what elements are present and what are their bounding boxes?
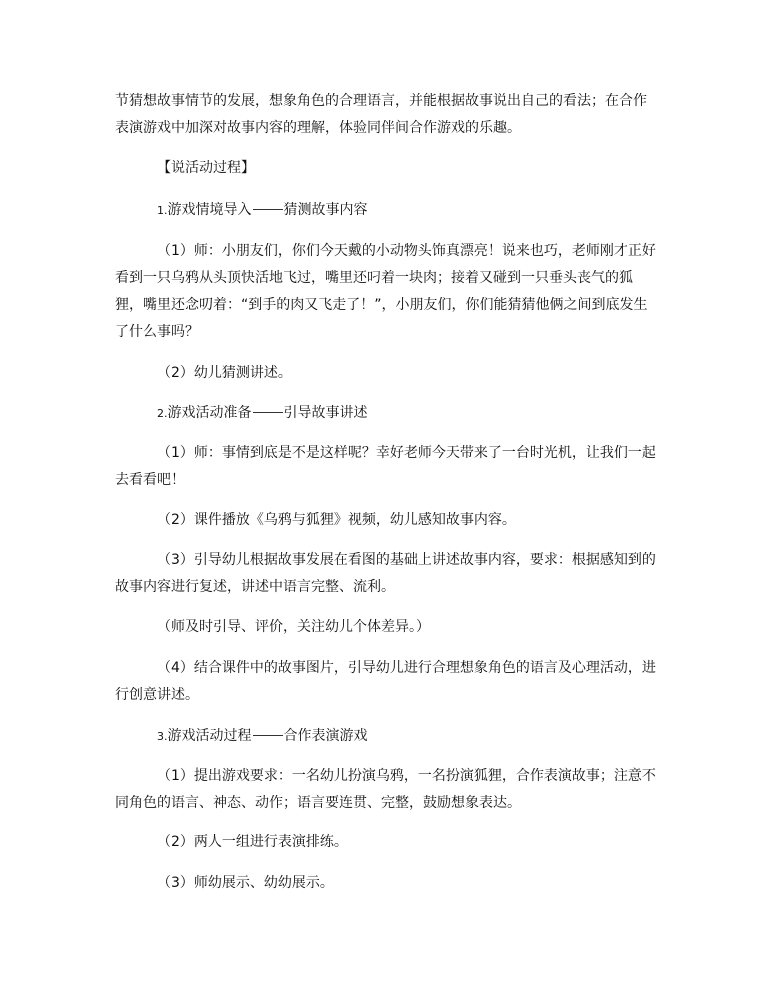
step-heading	[115, 197, 660, 224]
step-subtitle: 合作表演游戏	[283, 728, 368, 744]
step-heading	[115, 723, 660, 750]
step-item: （3）引导幼儿根据故事发展在看图的基础上讲述故事内容，要求：根据感知到的故事内容进行复述，讲述中语言完整、流利。	[115, 552, 656, 595]
step-title: 游戏情境导入	[167, 202, 252, 218]
dash-separator	[253, 412, 283, 413]
step-item: （1）师：小朋友们，你们今天戴的小动物头饰真漂亮！说来也巧，老师刚才正好看到一只乌鸦从头顶快活地飞过，嘴里还叼着一块肉；接着又碰到一只垂头丧气的狐狸，嘴里还念叨着：“到手的肉又飞走了！”，小朋友们，你们能猜猜他俩之间到底发生了什么事吗？	[115, 243, 656, 340]
step-item: （3）师幼展示、幼幼展示。	[157, 875, 334, 891]
step-title: 游戏活动准备	[167, 405, 252, 421]
step-number: 2.	[157, 407, 168, 420]
step-item: （1）师：事情到底是不是这样呢？幸好老师今天带来了一台时光机，让我们一起去看看吧！	[115, 445, 656, 488]
step-item: （2）两人一组进行表演排练。	[157, 834, 348, 850]
step-item: （2）课件播放《乌鸦与狐狸》视频，幼儿感知故事内容。	[157, 512, 516, 528]
step-subtitle: 引导故事讲述	[283, 405, 368, 421]
intro-paragraph: 节猜想故事情节的发展，想象角色的合理语言，并能根据故事说出自己的看法；在合作表演游戏中加深对故事内容的理解，体验同伴间合作游戏的乐趣。	[115, 93, 647, 136]
dash-separator	[253, 209, 283, 210]
dash-separator	[253, 735, 283, 736]
step-title: 游戏活动过程	[167, 728, 252, 744]
step-item: （2）幼儿猜测讲述。	[157, 365, 292, 381]
step-number: 1.	[157, 204, 168, 217]
step-item: （4）结合课件中的故事图片，引导幼儿进行合理想象角色的语言及心理活动，进行创意讲述。	[115, 660, 656, 703]
step-number: 3.	[157, 730, 168, 743]
step-item: （1）提出游戏要求：一名幼儿扮演乌鸦，一名扮演狐狸，合作表演故事；注意不同角色的语言、神态、动作；语言要连贯、完整，鼓励想象表达。	[115, 768, 656, 811]
step-subtitle: 猜测故事内容	[283, 202, 368, 218]
section-heading: 【说活动过程】	[157, 160, 255, 176]
step-item: （师及时引导、评价，关注幼儿个体差异。）	[157, 619, 430, 635]
step-heading	[115, 400, 660, 427]
